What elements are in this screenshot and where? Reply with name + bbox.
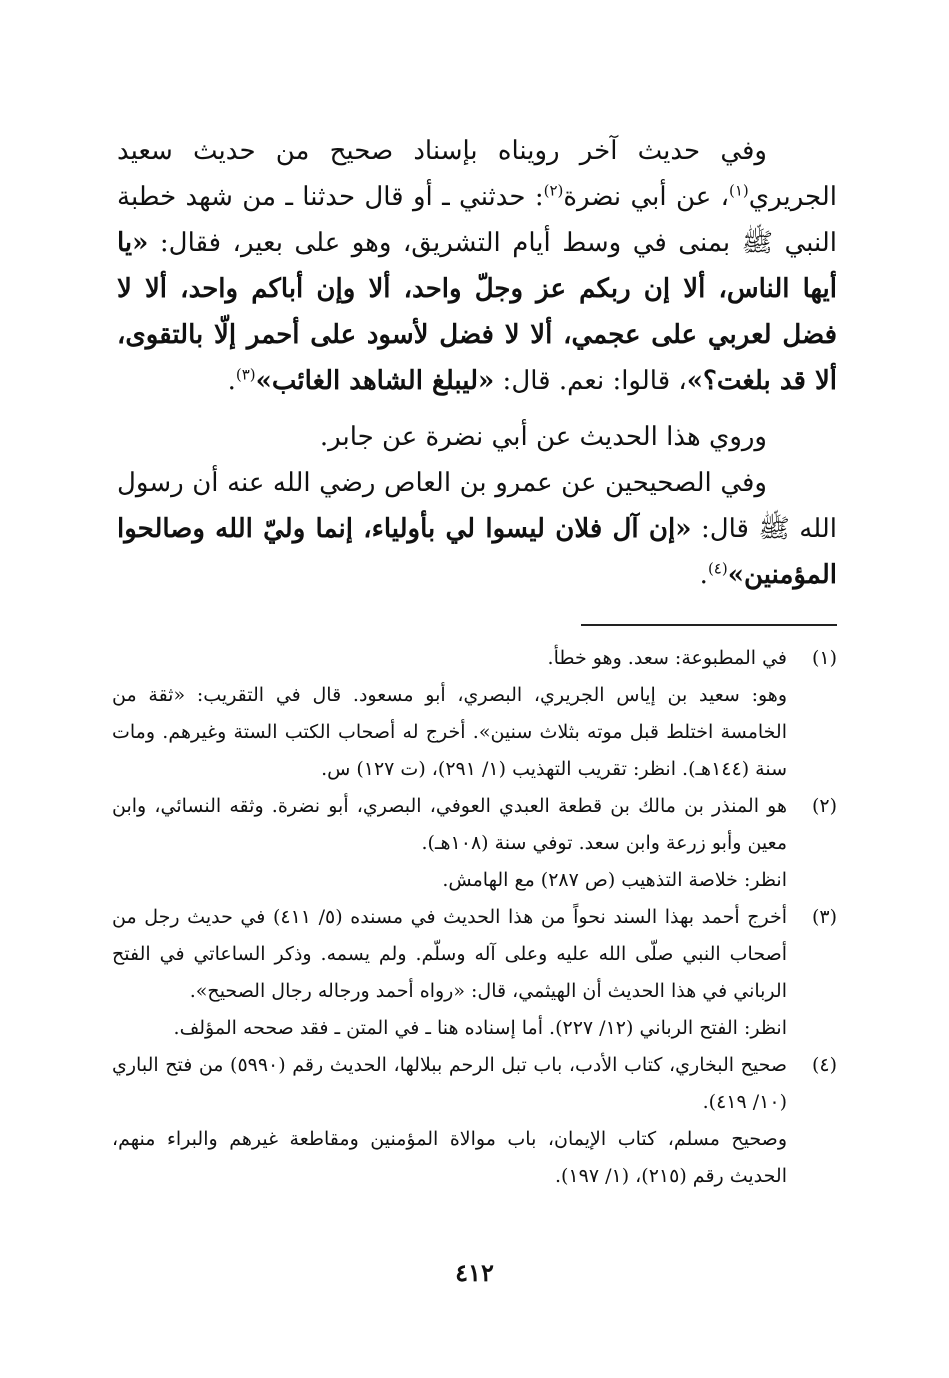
hadith-quote: «ليبلغ الشاهد الغائب»: [255, 366, 495, 396]
footnote-number: (١): [811, 647, 837, 669]
hadith-quote: «يا أيها الناس، ألا إن ربكم عز وجلّ واحد، ألا وإن أباكم واحد، ألا لا فضل لعربي على عجمي، ألا لا فضل لأسود على أحمر إلّا بالتقوى، ألا قد بلغت؟»: [117, 228, 837, 396]
footnote-line: أخرج أحمد بهذا السند نحواً من هذا الحديث في مسنده (٥/ ٤١١) في حديث رجل من أصحاب النبي صلّى الله عليه وعلى آله وسلّم. ولم يسمه. وذكر الساعاتي في الفتح الرباني في هذا الحديث أن الهيثمي، قال: «رواه أحمد ورجاله رجال الصحيح».: [112, 906, 787, 1002]
footnotes: [112, 640, 837, 1195]
text-run: .: [699, 560, 708, 590]
footnote-number: (٤): [811, 1054, 837, 1076]
footnote-line: وهو: سعيد بن إياس الجريري، البصري، أبو مسعود. قال في التقريب: «ثقة من الخامسة اختلط قبل موته بثلاث سنين». أخرج له أصحاب الكتب الستة وغيرهم. ومات سنة (١٤٤هـ). انظر: تقريب التهذيب (١/ ٢٩١)، (ت ١٢٧) س.: [112, 684, 787, 780]
footnote-line: انظر: خلاصة التذهيب (ص ٢٨٧) مع الهامش.: [442, 869, 787, 891]
footnote-line: هو المنذر بن مالك بن قطعة العبدي العوفي، البصري، أبو نضرة. وثقه النسائي، وابن معين وأبو زرعة وابن سعد. توفي سنة (١٠٨هـ).: [112, 795, 787, 854]
footnote-line: انظر: الفتح الرباني (١٢/ ٢٢٧). أما إسناده هنا ـ في المتن ـ فقد صححه المؤلف.: [173, 1017, 787, 1039]
footnote-4: [112, 1047, 837, 1195]
text-run: : حدثني ـ أو قال حدثنا ـ من شهد خطبة النبي ﷺ بمنى في وسط أيام التشريق، وهو على بعير، فقال:: [117, 182, 837, 258]
footnote-number: (٣): [811, 906, 837, 928]
footnote-ref-4: (٤): [707, 559, 728, 578]
footnote-line: في المطبوعة: سعد. وهو خطأ.: [547, 647, 787, 669]
footnote-ref-2: (٢): [543, 181, 564, 200]
footnote-separator: [581, 624, 837, 626]
paragraph-3: [117, 460, 837, 598]
footnote-number: (٢): [811, 795, 837, 817]
page-number: ٤١٢: [455, 1258, 494, 1287]
footnote-line: وصحيح مسلم، كتاب الإيمان، باب موالاة المؤمنين ومقاطعة غيرهم والبراء منهم، الحديث رقم (٢١٥)، (١/ ١٩٧).: [112, 1128, 787, 1187]
paragraph-1: [117, 128, 837, 404]
text-run: ، قالوا: نعم. قال:: [494, 366, 687, 396]
footnote-ref-3: (٣): [235, 365, 256, 384]
footnote-text: [112, 788, 787, 899]
footnote-3: [112, 899, 837, 1047]
paragraph-2: وروي هذا الحديث عن أبي نضرة عن جابر.: [319, 422, 767, 452]
text-run: وفي حديث آخر رويناه بإسناد صحيح من حديث سعيد الجريري: [117, 136, 837, 212]
footnote-ref-1: (١): [729, 181, 749, 200]
footnote-2: [112, 788, 837, 899]
text-run: وفي الصحيحين عن عمرو بن العاص رضي الله عنه أن رسول الله ﷺ قال:: [117, 468, 837, 544]
hadith-quote: «إن آل فلان ليسوا لي بأولياء، إنما وليّ الله وصالحوا المؤمنين»: [117, 514, 837, 590]
text-run: .: [227, 366, 236, 396]
footnote-text: [112, 1047, 787, 1195]
footnote-1: [112, 640, 837, 788]
footnote-text: [112, 899, 787, 1047]
footnote-line: صحيح البخاري، كتاب الأدب، باب تبل الرحم ببلالها، الحديث رقم (٥٩٩٠) من فتح الباري (١٠/ ٤١٩).: [112, 1054, 787, 1113]
text-run: ، عن أبي نضرة: [563, 182, 729, 212]
main-text: [117, 128, 837, 598]
footnote-text: [112, 640, 787, 788]
